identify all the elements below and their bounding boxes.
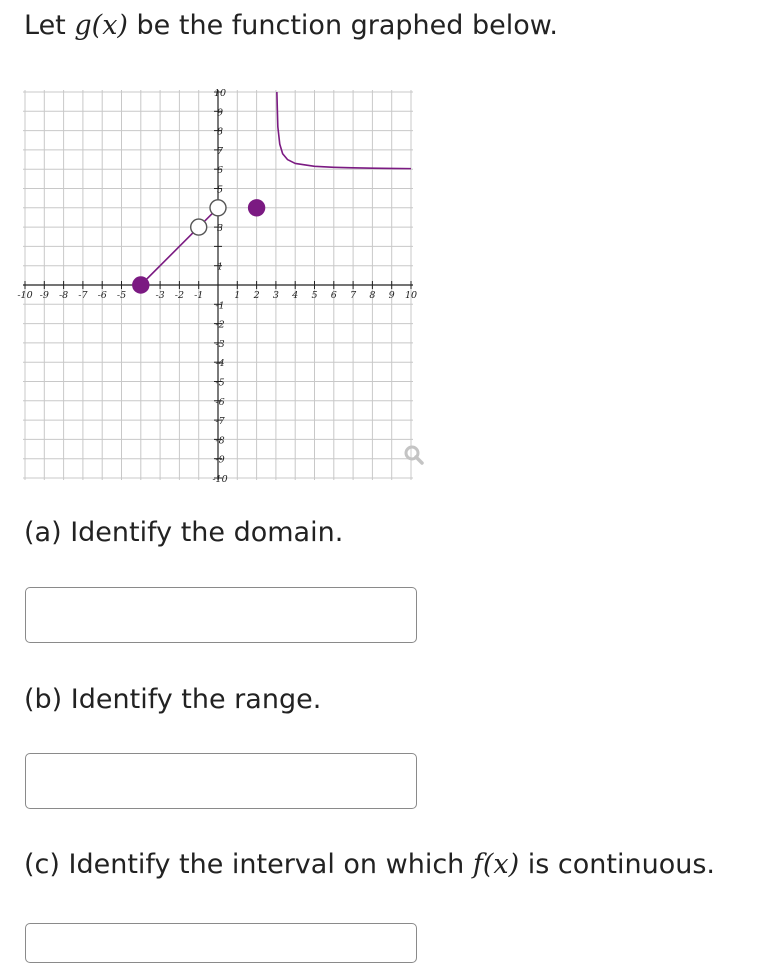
y-tick-label: -4 [215, 358, 225, 370]
y-tick-label: -10 [212, 474, 228, 485]
question-prefix: Let [24, 10, 75, 41]
part-c-label-suffix: is continuous. [519, 849, 715, 880]
x-tick-label: -9 [39, 290, 49, 301]
x-tick-label: 8 [369, 290, 376, 301]
magnifier-icon[interactable] [406, 447, 422, 463]
y-tick-label: 6 [216, 165, 224, 177]
plot-marks [133, 92, 411, 293]
closed-point [133, 277, 149, 293]
y-tick-label: -1 [215, 300, 225, 312]
part-c-function-name: f [472, 849, 483, 880]
question-suffix: be the function graphed below. [127, 10, 558, 41]
x-tick-label: -10 [17, 290, 33, 301]
part-a-label: (a) Identify the domain. [24, 517, 344, 548]
question-title [24, 8, 558, 44]
x-tick-label: 10 [404, 290, 418, 301]
y-tick-label: -5 [215, 377, 225, 389]
x-tick-label: 7 [350, 290, 357, 301]
y-tick-label: 8 [216, 126, 224, 138]
y-tick-label: 7 [216, 145, 224, 157]
part-c-variable: (x) [482, 849, 520, 880]
y-tick-label: -2 [215, 319, 225, 331]
y-tick-label: -8 [215, 435, 225, 447]
open-point [191, 219, 207, 235]
domain-answer-input[interactable] [25, 587, 417, 643]
x-tick-label: 1 [234, 290, 241, 301]
continuity-answer-input[interactable] [25, 923, 417, 963]
x-tick-label: -5 [116, 290, 127, 301]
y-tick-label: -7 [215, 416, 225, 428]
question-variable: (x) [91, 10, 128, 41]
x-tick-label: 5 [311, 290, 318, 301]
question-function-name: g [74, 10, 92, 41]
x-tick-label: -3 [155, 290, 165, 301]
x-tick-label: 4 [292, 290, 299, 301]
x-tick-label: 6 [330, 290, 337, 301]
tick-labels [17, 88, 417, 485]
function-graph [17, 78, 432, 488]
x-tick-label: 3 [272, 290, 279, 301]
x-tick-label: 2 [253, 290, 260, 301]
y-tick-label: -6 [215, 396, 225, 408]
x-tick-label: -2 [174, 290, 185, 301]
open-point [210, 200, 226, 216]
y-tick-label: 5 [216, 184, 224, 196]
y-tick-label: 9 [216, 107, 224, 119]
x-tick-label: -1 [194, 290, 204, 301]
x-tick-label: -6 [97, 290, 107, 301]
y-tick-label: 3 [216, 223, 224, 235]
x-tick-label: -8 [58, 290, 69, 301]
part-b-label: (b) Identify the range. [24, 684, 322, 715]
y-tick-label: 10 [213, 88, 227, 99]
part-c-label-prefix: (c) Identify the interval on which [24, 849, 473, 880]
range-answer-input[interactable] [25, 753, 417, 809]
y-tick-label: 1 [216, 261, 224, 273]
closed-point [249, 200, 265, 216]
x-tick-label: 9 [388, 290, 395, 301]
part-c-label [24, 847, 715, 883]
y-tick-label: -9 [215, 454, 225, 466]
x-tick-label: -7 [78, 290, 88, 301]
y-tick-label: -3 [215, 338, 225, 350]
